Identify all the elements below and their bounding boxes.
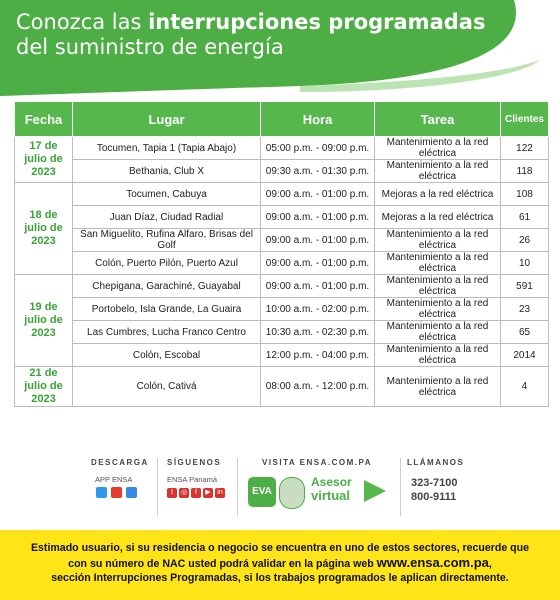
date-cell: 19 de julio de 2023 — [15, 275, 73, 367]
tarea-cell: Mantenimiento a la red eléctrica — [375, 275, 501, 298]
page-title: Conozca las interrupciones programadas del suministro de energía — [16, 10, 486, 59]
date-cell: 17 de julio de 2023 — [15, 137, 73, 183]
clientes-cell: 4 — [501, 367, 549, 407]
clientes-cell: 26 — [501, 229, 549, 252]
hora-cell: 08:00 a.m. - 12:00 p.m. — [261, 367, 375, 407]
lugar-cell: Juan Díaz, Ciudad Radial — [73, 206, 261, 229]
lugar-cell: Colón, Puerto Pilón, Puerto Azul — [73, 252, 261, 275]
divider — [237, 458, 238, 516]
website-link[interactable]: www.ensa.com.pa — [376, 554, 489, 570]
clientes-cell: 61 — [501, 206, 549, 229]
clientes-cell: 108 — [501, 183, 549, 206]
hora-cell: 05:00 p.m. - 09:00 p.m. — [261, 137, 375, 160]
tarea-cell: Mantenimiento a la red eléctrica — [375, 229, 501, 252]
hora-cell: 12:00 p.m. - 04:00 p.m. — [261, 344, 375, 367]
lugar-cell: Chepigana, Garachiné, Guayabal — [73, 275, 261, 298]
tarea-cell: Mantenimiento a la red eléctrica — [375, 160, 501, 183]
huawei-appgallery-icon[interactable] — [111, 487, 122, 498]
tarea-cell: Mejoras a la red eléctrica — [375, 206, 501, 229]
clientes-cell: 23 — [501, 298, 549, 321]
clientes-cell: 122 — [501, 137, 549, 160]
clientes-cell: 10 — [501, 252, 549, 275]
lugar-cell: Portobelo, Isla Grande, La Guaira — [73, 298, 261, 321]
table-row — [15, 367, 549, 407]
table-row — [15, 298, 549, 321]
facebook-icon[interactable]: f — [191, 488, 201, 498]
download-label: DESCARGA — [91, 458, 149, 467]
lugar-cell: Bethania, Club X — [73, 160, 261, 183]
tarea-cell: Mantenimiento a la red eléctrica — [375, 298, 501, 321]
table-row — [15, 160, 549, 183]
notice-text: Estimado usuario, si su residencia o negocio se encuentra en uno de estos sectores, recuerde que con su número de NAC usted podrá validar en la página web www.ensa.com.pa, sección Interrupciones Programadas, si los trabajos programados le aplican directamente. — [30, 542, 530, 584]
tarea-cell: Mantenimiento a la red eléctrica — [375, 252, 501, 275]
clientes-cell: 118 — [501, 160, 549, 183]
phone-number-2[interactable]: 800-9111 — [411, 491, 457, 503]
hora-cell: 09:00 a.m. - 01:00 p.m. — [261, 183, 375, 206]
app-store-icon[interactable] — [126, 487, 137, 498]
table-row — [15, 137, 549, 160]
table-row — [15, 344, 549, 367]
divider — [157, 458, 158, 516]
column-header-hora: Hora — [261, 102, 375, 137]
clientes-cell: 2014 — [501, 344, 549, 367]
date-cell: 18 de julio de 2023 — [15, 183, 73, 275]
youtube-icon[interactable]: ▶ — [203, 488, 213, 498]
clientes-cell: 65 — [501, 321, 549, 344]
schedule-table — [14, 101, 549, 407]
tarea-cell: Mantenimiento a la red eléctrica — [375, 367, 501, 407]
tarea-cell: Mantenimiento a la red eléctrica — [375, 137, 501, 160]
visit-label: VISITA ENSA.COM.PA — [262, 458, 372, 467]
table-header-row — [15, 102, 549, 137]
eva-badge[interactable]: EVA — [248, 477, 276, 507]
lugar-cell: Colón, Escobal — [73, 344, 261, 367]
hora-cell: 09:00 a.m. - 01:00 p.m. — [261, 206, 375, 229]
lugar-cell: San Miguelito, Rufina Alfaro, Brisas del Golf — [73, 229, 261, 252]
table-row — [15, 206, 549, 229]
column-header-lugar: Lugar — [73, 102, 261, 137]
phone-number-1[interactable]: 323-7100 — [411, 477, 458, 489]
asesor-virtual-text[interactable]: Asesor virtual — [311, 475, 352, 503]
hora-cell: 09:00 a.m. - 01:00 p.m. — [261, 275, 375, 298]
column-header-clientes: Clientes — [501, 102, 549, 137]
follow-label: SÍGUENOS — [167, 458, 222, 467]
twitter-icon[interactable]: t — [167, 488, 177, 498]
clientes-cell: 591 — [501, 275, 549, 298]
eva-avatar — [279, 477, 305, 509]
table-row — [15, 321, 549, 344]
tarea-cell: Mejoras a la red eléctrica — [375, 183, 501, 206]
table-row — [15, 229, 549, 252]
table-row — [15, 183, 549, 206]
footer-links — [0, 455, 560, 525]
lugar-cell: Las Cumbres, Lucha Franco Centro — [73, 321, 261, 344]
hora-cell: 09:30 a.m. - 01:30 p.m. — [261, 160, 375, 183]
notice-banner — [0, 530, 560, 600]
social-name: ENSA Panamá — [167, 475, 218, 484]
call-label: LLÁMANOS — [407, 458, 465, 467]
table-row — [15, 275, 549, 298]
date-cell: 21 de julio de 2023 — [15, 367, 73, 407]
whatsapp-icon[interactable] — [364, 480, 386, 502]
tarea-cell: Mantenimiento a la red eléctrica — [375, 344, 501, 367]
column-header-fecha: Fecha — [15, 102, 73, 137]
hora-cell: 10:00 a.m. - 02:00 p.m. — [261, 298, 375, 321]
app-name: APP ENSA — [95, 475, 133, 484]
linkedin-icon[interactable]: in — [215, 488, 225, 498]
divider — [400, 458, 401, 516]
hora-cell: 09:00 a.m. - 01:00 p.m. — [261, 229, 375, 252]
lugar-cell: Tocumen, Tapia 1 (Tapia Abajo) — [73, 137, 261, 160]
lugar-cell: Tocumen, Cabuya — [73, 183, 261, 206]
column-header-tarea: Tarea — [375, 102, 501, 137]
hora-cell: 09:00 a.m. - 01:00 p.m. — [261, 252, 375, 275]
google-play-icon[interactable] — [96, 487, 107, 498]
instagram-icon[interactable]: ◎ — [180, 489, 188, 496]
table-row — [15, 252, 549, 275]
lugar-cell: Colón, Cativá — [73, 367, 261, 407]
hora-cell: 10:30 a.m. - 02:30 p.m. — [261, 321, 375, 344]
header-banner — [0, 0, 560, 96]
tarea-cell: Mantenimiento a la red eléctrica — [375, 321, 501, 344]
